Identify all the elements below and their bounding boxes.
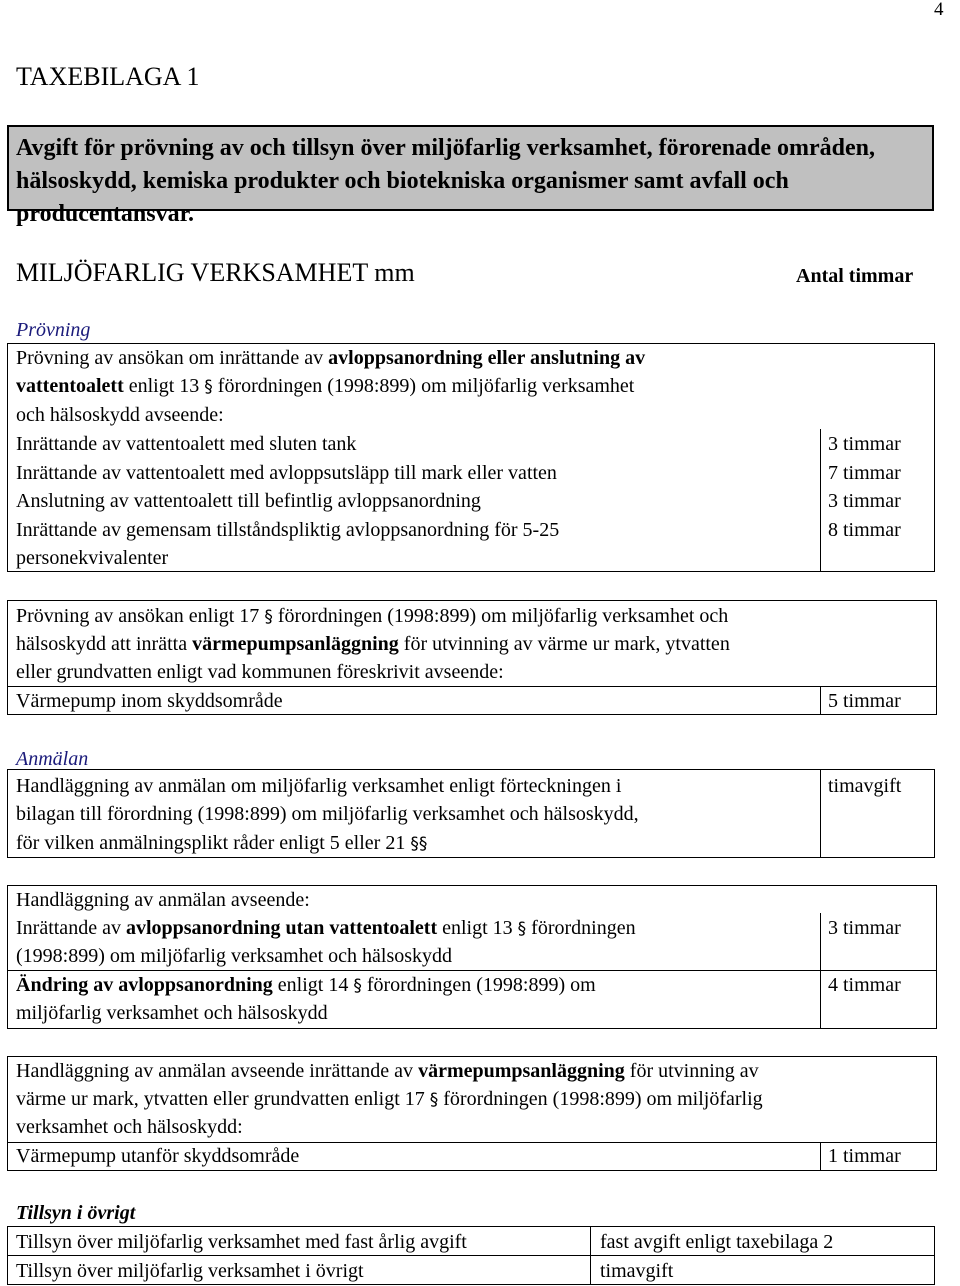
provning-row-value: 3 timmar [828,490,901,512]
tillsyn-heading: Tillsyn i övrigt [16,1202,136,1224]
avlopp-anmalan-row2-line1: Ändring av avloppsanordning enligt 14 § förordningen (1998:899) om [16,974,596,996]
column-divider [590,1227,591,1284]
varmepump-provning-row-label: Värmepump inom skyddsområde [16,690,283,712]
tillsyn-row-label: Tillsyn över miljöfarlig verksamhet med fast årlig avgift [16,1231,467,1253]
page-number: 4 [934,0,944,20]
provning-row-label: Inrättande av vattentoalett med avloppsutsläpp till mark eller vatten [16,462,557,484]
varmepump-provning-line1: Prövning av ansökan enligt 17 § förordningen (1998:899) om miljöfarlig verksamhet och [16,605,729,627]
column-header: Antal timmar [796,265,914,287]
anmalan-value: timavgift [828,775,902,797]
provning-row-label-cont: personekvivalenter [16,547,169,569]
provning-row-value: 3 timmar [828,433,901,455]
anmalan-line3: för vilken anmälningsplikt råder enligt 5 eller 21 §§ [16,832,428,854]
varmepump-provning-line3: eller grundvatten enligt vad kommunen föreskrivit avseende: [16,661,504,683]
provning-intro-line3: och hälsoskydd avseende: [16,404,224,426]
provning-row-value: 7 timmar [828,462,901,484]
document-title: TAXEBILAGA 1 [16,62,200,91]
avlopp-anmalan-row1-line1: Inrättande av avloppsanordning utan vattentoalett enligt 13 § förordningen [16,917,636,939]
avlopp-anmalan-row1-line2: (1998:899) om miljöfarlig verksamhet och hälsoskydd [16,945,453,967]
varmepump-provning-row-value: 5 timmar [828,690,901,712]
column-divider [820,686,821,714]
varmepump-anmalan-line2: värme ur mark, ytvatten eller grundvatten enligt 17 § förordningen (1998:899) om miljöfarlig [16,1088,763,1110]
avlopp-anmalan-row2-value: 4 timmar [828,974,901,996]
section-title: MILJÖFARLIG VERKSAMHET mm [16,258,415,287]
tillsyn-row-label: Tillsyn över miljöfarlig verksamhet i övrigt [16,1260,364,1282]
avlopp-anmalan-intro: Handläggning av anmälan avseende: [16,889,310,911]
provning-heading: Prövning [16,319,91,341]
provning-row-label: Inrättande av gemensam tillståndspliktig avloppsanordning för 5-25 [16,519,560,541]
anmalan-line1: Handläggning av anmälan om miljöfarlig verksamhet enligt förteckningen i [16,775,622,797]
varmepump-provning-line2: hälsoskydd att inrätta värmepumpsanläggning för utvinning av värme ur mark, ytvatten [16,633,730,655]
column-divider [820,1142,821,1170]
avlopp-anmalan-row2-line2: miljöfarlig verksamhet och hälsoskydd [16,1002,328,1024]
varmepump-anmalan-row-label: Värmepump utanför skyddsområde [16,1145,300,1167]
tillsyn-row-value: fast avgift enligt taxebilaga 2 [600,1231,834,1253]
provning-row-label: Anslutning av vattentoalett till befintlig avloppsanordning [16,490,481,512]
tillsyn-row-value: timavgift [600,1260,674,1282]
column-divider [820,429,821,571]
varmepump-anmalan-line1: Handläggning av anmälan avseende inrättande av värmepumpsanläggning för utvinning av [16,1060,759,1082]
avlopp-anmalan-row1-value: 3 timmar [828,917,901,939]
provning-row-label: Inrättande av vattentoalett med sluten tank [16,433,357,455]
varmepump-anmalan-row-value: 1 timmar [828,1145,901,1167]
varmepump-anmalan-line3: verksamhet och hälsoskydd: [16,1116,243,1138]
provning-intro-line2: vattentoalett enligt 13 § förordningen (1998:899) om miljöfarlig verksamhet [16,375,635,397]
provning-row-value: 8 timmar [828,519,901,541]
provning-intro-line1: Prövning av ansökan om inrättande av avloppsanordning eller anslutning av [16,347,646,369]
anmalan-heading: Anmälan [16,748,89,770]
column-divider [820,770,821,857]
anmalan-line2: bilagan till förordning (1998:899) om miljöfarlig verksamhet och hälsoskydd, [16,803,639,825]
banner-text: Avgift för prövning av och tillsyn över miljöfarlig verksamhet, förorenade områden, hälsoskydd, kemiska produkter och biotekniska organismer samt avfall och producentansvar. [16,135,876,227]
